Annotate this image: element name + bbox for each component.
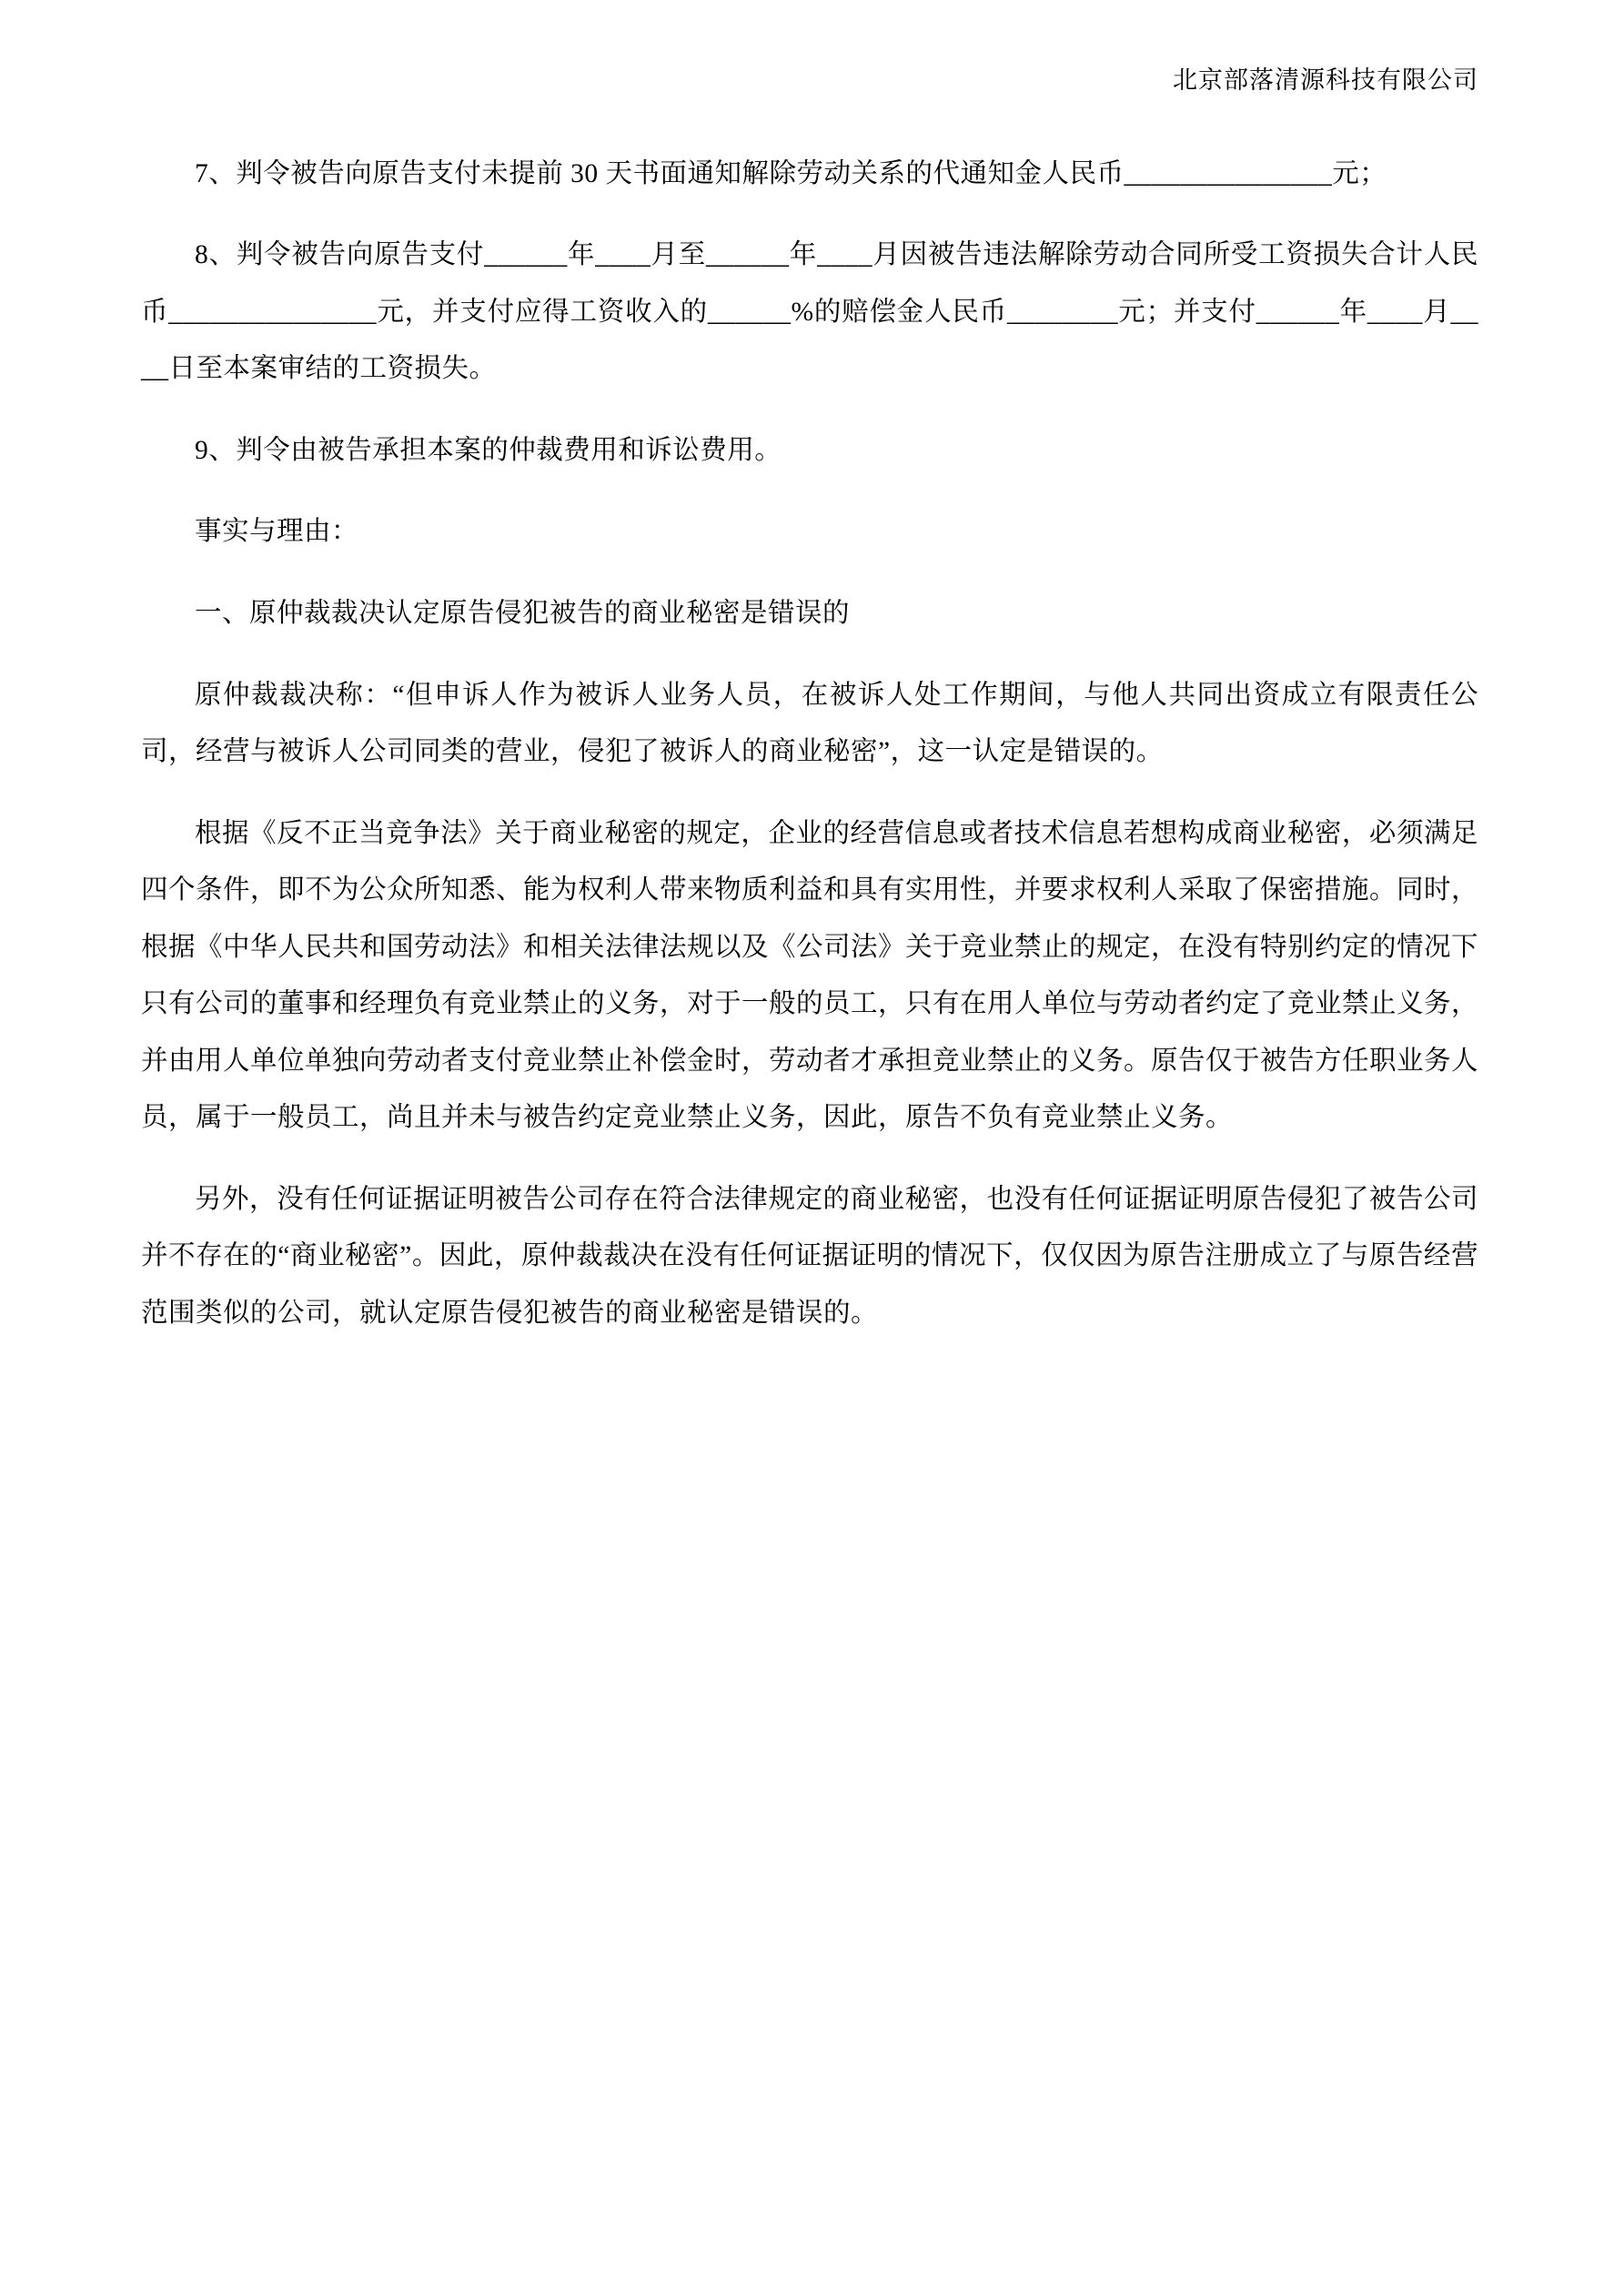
claim-item-9: 9、判令由被告承担本案的仲裁费用和诉讼费用。	[195, 435, 782, 465]
document-header	[141, 64, 1478, 98]
paragraph-no-evidence: 另外，没有任何证据证明被告公司存在符合法律规定的商业秘密，也没有任何证据证明原告侵犯了被告公司并不存在的“商业秘密”。因此，原仲裁裁决在没有任何证据证明的情况下，仅仅因为原告注册成立了与原告经营范围类似的公司，就认定原告侵犯被告的商业秘密是错误的。	[141, 1184, 1478, 1328]
paragraph-legal-analysis: 根据《反不正当竞争法》关于商业秘密的规定，企业的经营信息或者技术信息若想构成商业秘密，必须满足四个条件，即不为公众所知悉、能为权利人带来物质利益和具有实用性，并要求权利人采取了保密措施。同时，根据《中华人民共和国劳动法》和相关法律法规以及《公司法》关于竞业禁止的规定，在没有特别约定的情况下只有公司的董事和经理负有竞业禁止的义务，对于一般的员工，只有在用人单位与劳动者约定了竞业禁止义务，并由用人单位单独向劳动者支付竞业禁止补偿金时，劳动者才承担竞业禁止的义务。原告仅于被告方任职业务人员，属于一般员工，尚且并未与被告约定竞业禁止义务，因此，原告不负有竞业禁止义务。	[141, 818, 1479, 1133]
document-body	[141, 146, 1478, 1342]
paragraph-arbitration-quote: 原仲裁裁决称：“但申诉人作为被诉人业务人员，在被诉人处工作期间，与他人共同出资成立有限责任公司，经营与被诉人公司同类的营业，侵犯了被诉人的商业秘密”，这一认定是错误的。	[141, 680, 1478, 767]
claim-item-8: 8、判令被告向原告支付______年____月至______年____月因被告违法解除劳动合同所受工资损失合计人民币_______________元，并支付应得工资收入的______%的赔偿金人民币________元；并支付______年____月____日至本案审结的工资损失。	[141, 240, 1478, 384]
claim-item-7: 7、判令被告向原告支付未提前 30 天书面通知解除劳动关系的代通知金人民币_______________元；	[195, 158, 1387, 188]
facts-and-reasons-heading: 事实与理由：	[195, 517, 359, 547]
company-name: 北京部落清源科技有限公司	[1173, 66, 1478, 94]
section-1-heading: 一、原仲裁裁决认定原告侵犯被告的商业秘密是错误的	[195, 598, 851, 628]
